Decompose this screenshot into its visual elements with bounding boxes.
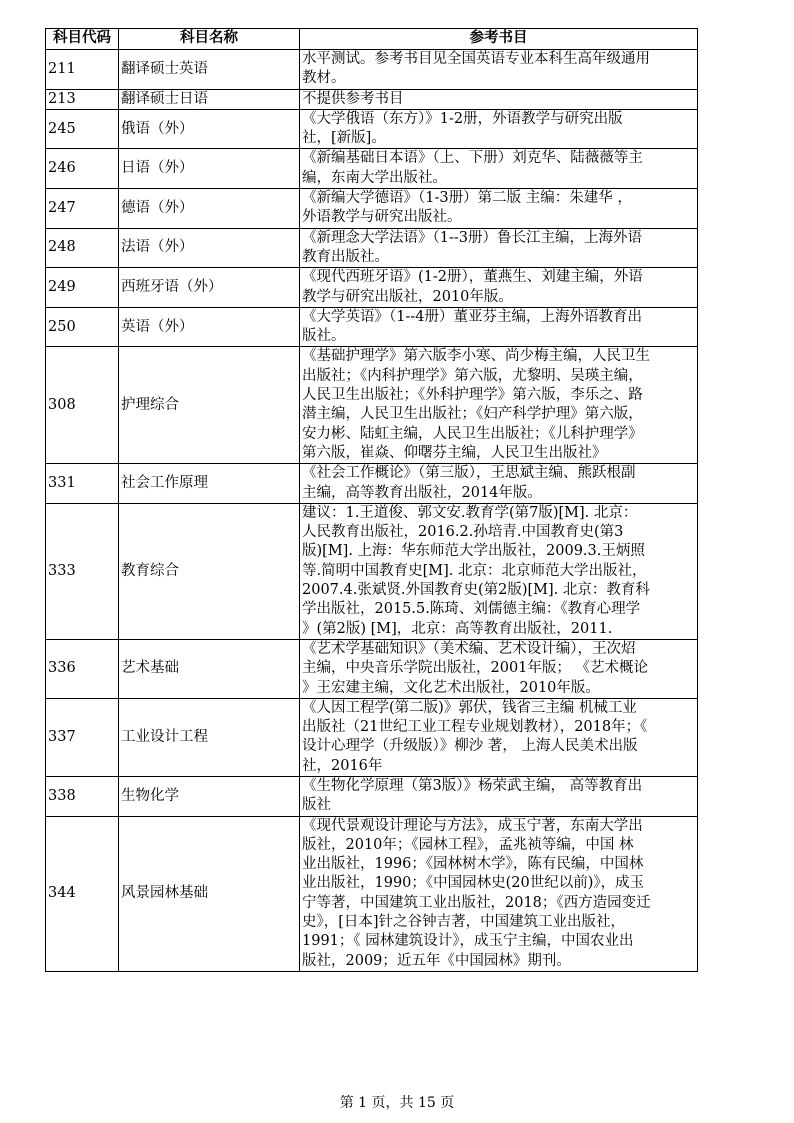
reference-books: 水平测试。参考书目见全国英语专业本科生高年级通用 教材。 [300,50,698,90]
reference-books: 《大学英语》（1--4册）董亚芬主编，上海外语教育出 版社。 [300,307,698,347]
table-row [46,189,698,229]
subject-code: 245 [46,109,119,149]
table-row [46,816,698,971]
reference-books-table [45,28,698,972]
subject-code: 331 [46,464,119,504]
table-row [46,109,698,149]
subject-name: 护理综合 [119,347,300,464]
reference-books: 《现代西班牙语》(1-2册），董燕生、刘建主编，外语 教学与研究出版社，2010年版。 [300,268,698,308]
subject-code: 308 [46,347,119,464]
reference-books: 建议：1.王道俊、郭文安.教育学(第7版)[M]. 北京： 人民教育出版社，2016.2.孙培青.中国教育史(第3 版)[M]. 上海：华东师范大学出版社，2009.3.王炳照 等.简明中国教育史[M]. 北京：北京师范大学出版社， 2007.4.张斌贤.外国教育史(第2版)[M]. 北京：教育科 学出版社，2015.5.陈琦、刘儒德主编：《教育心理学 》(第2版) [M]，北京：高等教育出版社，2011. [300,503,698,639]
header-name: 科目名称 [119,29,300,50]
subject-code: 248 [46,228,119,268]
table-row [46,347,698,464]
subject-name: 西班牙语（外） [119,268,300,308]
table-row [46,228,698,268]
subject-name: 风景园林基础 [119,816,300,971]
table-row [46,503,698,639]
subject-code: 211 [46,50,119,90]
subject-name: 法语（外） [119,228,300,268]
table-row [46,639,698,698]
table-row [46,89,698,109]
subject-name: 生物化学 [119,776,300,816]
subject-name: 翻译硕士英语 [119,50,300,90]
subject-name: 社会工作原理 [119,464,300,504]
table-row [46,698,698,776]
subject-code: 344 [46,816,119,971]
subject-code: 213 [46,89,119,109]
reference-books: 《新理念大学法语》（1--3册）鲁长江主编，上海外语 教育出版社。 [300,228,698,268]
subject-name: 德语（外） [119,189,300,229]
subject-code: 250 [46,307,119,347]
page-footer: 第 1 页，共 15 页 [339,1095,455,1111]
table-row [46,464,698,504]
reference-books: 《社会工作概论》（第三版），王思斌主编、熊跃根副 主编，高等教育出版社，2014年版。 [300,464,698,504]
subject-name: 日语（外） [119,149,300,189]
subject-code: 247 [46,189,119,229]
subject-name: 俄语（外） [119,109,300,149]
reference-books: 不提供参考书目 [300,89,698,109]
reference-books: 《大学俄语（东方）》1-2册，外语教学与研究出版 社，[新版]。 [300,109,698,149]
subject-name: 翻译硕士日语 [119,89,300,109]
table-row [46,268,698,308]
subject-code: 249 [46,268,119,308]
subject-name: 艺术基础 [119,639,300,698]
table-row [46,149,698,189]
subject-name: 英语（外） [119,307,300,347]
subject-code: 337 [46,698,119,776]
subject-code: 246 [46,149,119,189]
reference-books: 《生物化学原理（第3版）》杨荣武主编， 高等教育出 版社 [300,776,698,816]
reference-books: 《新编基础日本语》（上、下册）刘克华、陆薇薇等主 编，东南大学出版社。 [300,149,698,189]
reference-books: 《人因工程学(第二版)》郭伏，钱省三主编 机械工业 出版社（21世纪工业工程专业规划教材），2018年；《 设计心理学（升级版）》柳沙 著， 上海人民美术出版 社，2016年 [300,698,698,776]
table-row [46,776,698,816]
header-code: 科目代码 [46,29,119,50]
table-row [46,50,698,90]
header-ref: 参考书目 [300,29,698,50]
reference-books: 《新编大学德语》（1-3册）第二版 主编：朱建华 ， 外语教学与研究出版社。 [300,189,698,229]
subject-code: 333 [46,503,119,639]
subject-name: 工业设计工程 [119,698,300,776]
subject-code: 338 [46,776,119,816]
table-header [46,29,698,50]
reference-books: 《艺术学基础知识》（美术编、艺术设计编），王次炤 主编，中央音乐学院出版社，2001年版； 《艺术概论 》王宏建主编，文化艺术出版社，2010年版。 [300,639,698,698]
reference-books: 《现代景观设计理论与方法》，成玉宁著，东南大学出 版社，2010年；《园林工程》，孟兆祯等编，中国 林 业出版社，1996；《园林树木学》，陈有民编，中国林 业出版社，1990；《中国园林史(20世纪以前)》，成玉 宁等著，中国建筑工业出版社，2018；《西方造园变迁 史》，[日本]针之谷钟吉著，中国建筑工业出版社， 1991；《 园林建筑设计》，成玉宁主编，中国农业出 版社，2009；近五年《中国园林》期刊。 [300,816,698,971]
table-row [46,307,698,347]
subject-code: 336 [46,639,119,698]
reference-books: 《基础护理学》第六版李小寒、尚少梅主编，人民卫生 出版社；《内科护理学》第六版，尤黎明、吴瑛主编， 人民卫生出版社；《外科护理学》第六版，李乐之、路 潜主编，人民卫生出版社；《妇产科学护理》第六版， 安力彬、陆虹主编，人民卫生出版社；《儿科护理学》 第六版，崔焱、仰曙芬主编，人民卫生出版社》 [300,347,698,464]
subject-name: 教育综合 [119,503,300,639]
